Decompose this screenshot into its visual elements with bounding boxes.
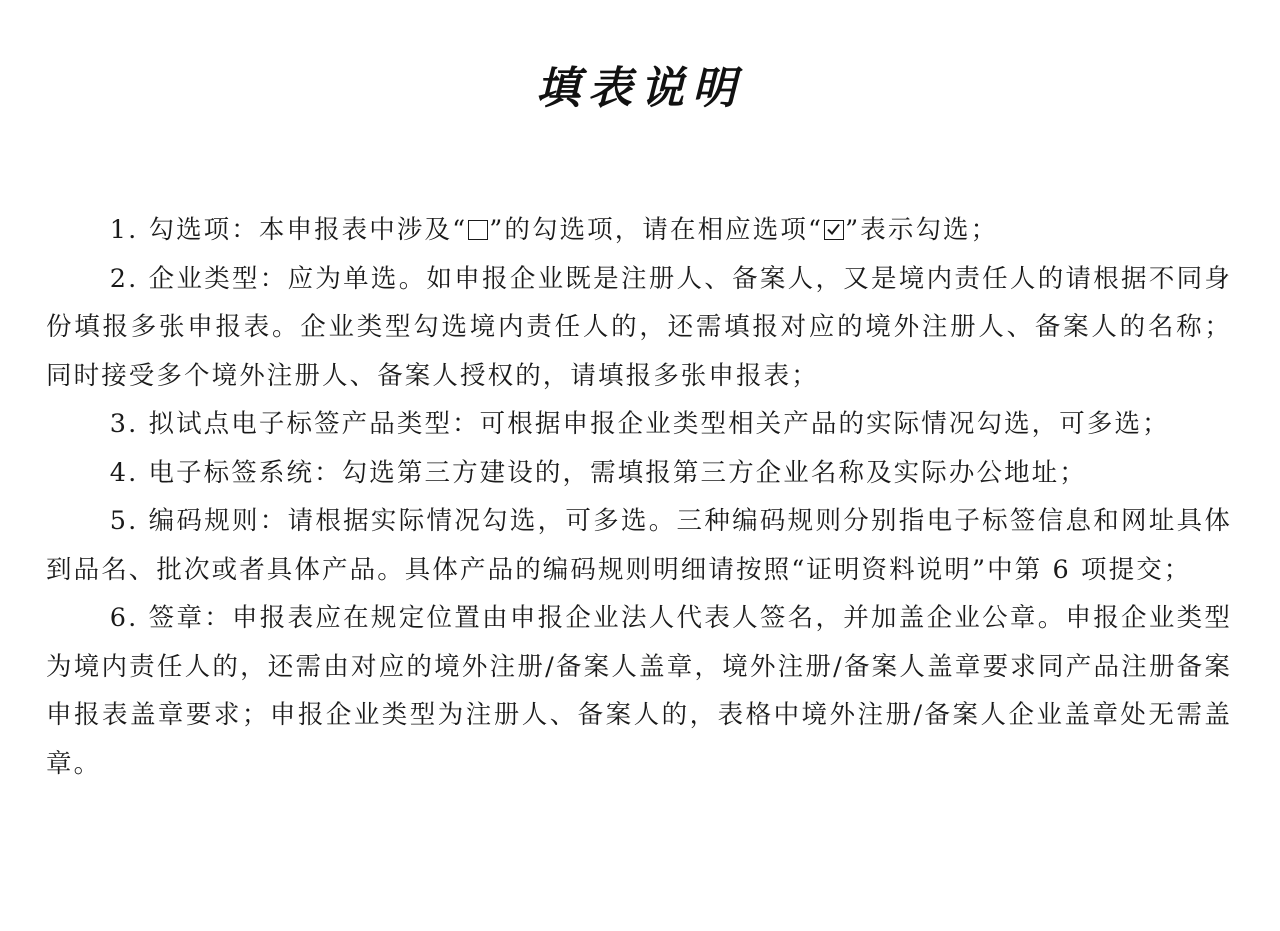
instruction-item-6: 6. 签章：申报表应在规定位置由申报企业法人代表人签名，并加盖企业公章。申报企业类型为境内责任人的，还需由对应的境外注册/备案人盖章，境外注册/备案人盖章要求同产品注册备案申报表盖章要求；申报企业类型为注册人、备案人的，表格中境外注册/备案人企业盖章处无需盖章。 [46, 603, 1232, 779]
instruction-item-1-text-c: ”表示勾选； [845, 215, 999, 245]
instruction-item-1-text-a: 1. 勾选项：本申报表中涉及“ [109, 215, 468, 245]
instruction-item-1-text-b: ”的勾选项，请在相应选项“ [489, 215, 824, 245]
page-title: 填表说明 [536, 63, 744, 114]
instructions-body [46, 206, 1232, 788]
checked-checkbox-icon [824, 220, 844, 240]
instruction-item-1 [46, 206, 1232, 255]
instruction-item-3: 3. 拟试点电子标签产品类型：可根据申报企业类型相关产品的实际情况勾选，可多选； [109, 409, 1170, 439]
instruction-item-5: 5. 编码规则：请根据实际情况勾选，可多选。三种编码规则分别指电子标签信息和网址具体到品名、批次或者具体产品。具体产品的编码规则明细请按照“证明资料说明”中第 6 项提交； [46, 506, 1232, 585]
instruction-item-2: 2. 企业类型：应为单选。如申报企业既是注册人、备案人，又是境内责任人的请根据不同身份填报多张申报表。企业类型勾选境内责任人的，还需填报对应的境外注册人、备案人的名称；同时接受多个境外注册人、备案人授权的，请填报多张申报表； [46, 263, 1232, 391]
empty-checkbox-icon [468, 220, 488, 240]
instruction-item-4: 4. 电子标签系统：勾选第三方建设的，需填报第三方企业名称及实际办公地址； [109, 457, 1087, 488]
